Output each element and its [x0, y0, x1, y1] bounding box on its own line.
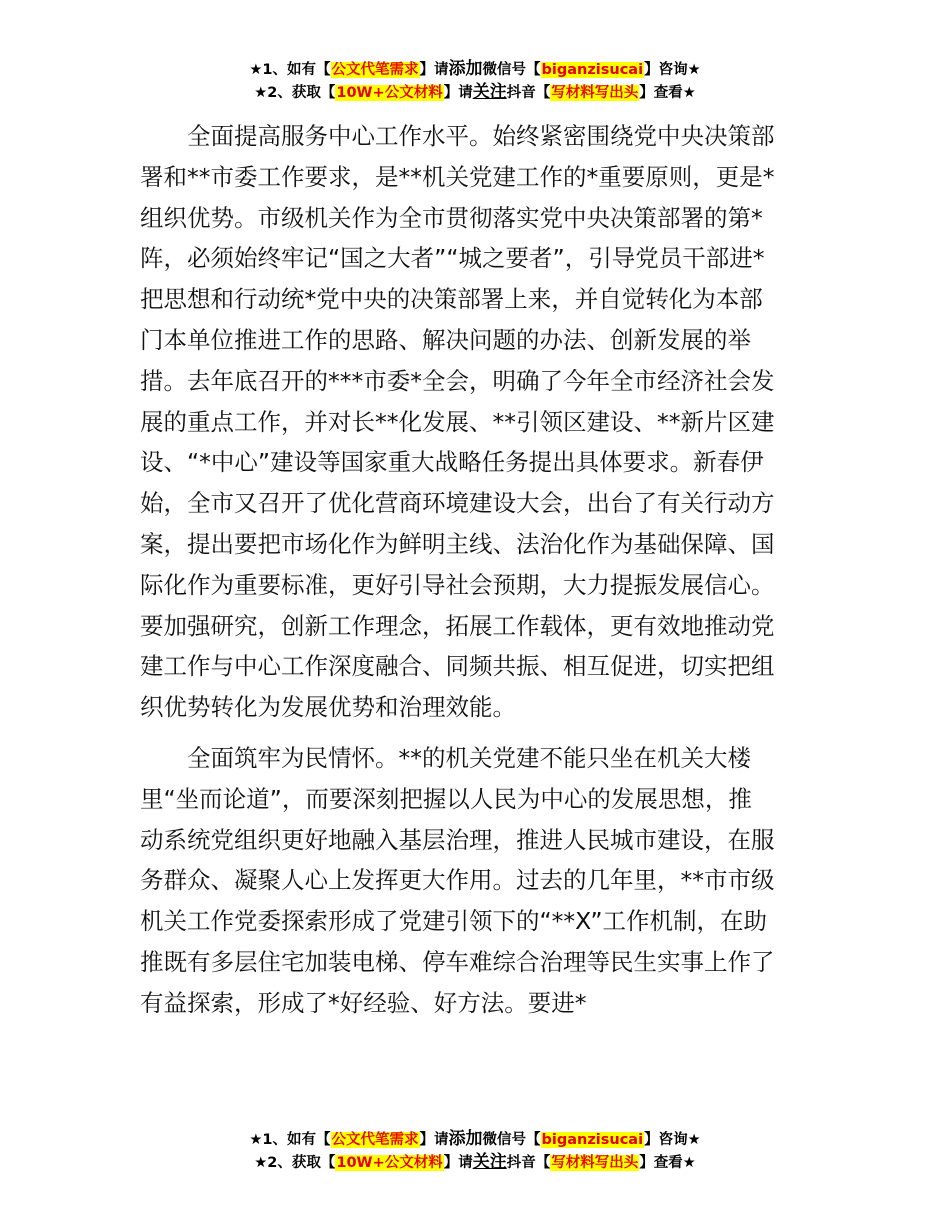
banner-line-2: [0, 1151, 950, 1174]
text-line: 推既有多层住宅加装电梯、停车难综合治理等民生实事上作了: [140, 947, 775, 976]
highlight-douyin-id: 写材料写出头: [551, 85, 639, 101]
banner-line-2: [0, 81, 950, 104]
text-line: 织优势转化为发展优势和治理效能。: [140, 693, 516, 722]
banner-text: ★1、如有【: [249, 1132, 331, 1148]
text-line: 始，全市又召开了优化营商环境建设大会，出台了有关行动方: [140, 489, 775, 518]
highlight-service: 公文代笔需求: [331, 62, 419, 78]
banner-text: 】查看★: [639, 85, 696, 101]
text-line: 案，提出要把市场化作为鲜明主线、法治化作为基础保障、国: [140, 529, 775, 558]
banner-text: 】查看★: [639, 1155, 696, 1171]
text-line: 组织优势。市级机关作为全市贯彻落实党中央决策部署的第*: [140, 203, 763, 232]
document-body: [140, 116, 812, 1024]
banner-line-1: [0, 58, 950, 81]
highlight-service: 公文代笔需求: [331, 1132, 419, 1148]
banner-text: 】咨询★: [644, 62, 701, 78]
banner-text: 抖音【: [506, 85, 551, 101]
text-line: 阵，必须始终牢记“国之大者”“城之要者”，引导党员干部进*: [140, 244, 765, 273]
highlight-materials: 10W+公文材料: [336, 1155, 443, 1171]
banner-text: 】请: [419, 1132, 449, 1148]
text-line: 全面筑牢为民情怀。**的机关党建不能只坐在机关大楼: [187, 743, 751, 772]
text-line: 展的重点工作，并对长**化发展、**引领区建设、**新片区建: [140, 407, 775, 436]
banner-text: 】咨询★: [644, 1132, 701, 1148]
banner-text: 抖音【: [506, 1155, 551, 1171]
banner-text: ★2、获取【: [254, 85, 336, 101]
header-banner: [0, 58, 950, 104]
text-line: 门本单位推进工作的思路、解决问题的办法、创新发展的举: [140, 325, 751, 354]
banner-emphasis: 关注: [472, 82, 507, 102]
text-line: 要加强研究，创新工作理念，拓展工作载体，更有效地推动党: [140, 611, 775, 640]
text-line: 机关工作党委探索形成了党建引领下的“**X”工作机制，在助: [140, 907, 767, 936]
banner-text: 微信号【: [482, 1132, 541, 1148]
banner-line-1: [0, 1128, 950, 1151]
banner-text: 微信号【: [482, 62, 541, 78]
text-line: 措。去年底召开的***市委*全会，明确了今年全市经济社会发: [140, 366, 775, 395]
text-line: 设、“*中心”建设等国家重大战略任务提出具体要求。新春伊: [140, 448, 764, 477]
banner-text: ★1、如有【: [249, 62, 331, 78]
banner-emphasis: 关注: [472, 1152, 507, 1172]
paragraph-2: [140, 738, 812, 1024]
banner-text: 】请: [443, 1155, 473, 1171]
text-line: 务群众、凝聚人心上发挥更大作用。过去的几年里，**市市级: [140, 866, 775, 895]
paragraph-1: [140, 116, 812, 728]
highlight-wechat-id: biganzisucai: [541, 62, 644, 78]
text-line: 动系统党组织更好地融入基层治理，推进人民城市建设，在服: [140, 825, 775, 854]
text-line: 全面提高服务中心工作水平。始终紧密围绕党中央决策部: [187, 122, 775, 150]
highlight-wechat-id: biganzisucai: [541, 1132, 644, 1148]
banner-emphasis: 添加: [448, 59, 483, 79]
highlight-materials: 10W+公文材料: [336, 85, 443, 101]
footer-banner: [0, 1128, 950, 1174]
text-line: 有益探索，形成了*好经验、好方法。要进*: [140, 988, 587, 1017]
text-line: 里“坐而论道”，而要深刻把握以人民为中心的发展思想，推: [140, 784, 752, 813]
highlight-douyin-id: 写材料写出头: [551, 1155, 639, 1171]
banner-text: 】请: [443, 85, 473, 101]
text-line: 署和**市委工作要求，是**机关党建工作的*重要原则，更是*: [140, 162, 775, 191]
banner-text: ★2、获取【: [254, 1155, 336, 1171]
text-line: 际化作为重要标准，更好引导社会预期，大力提振发展信心。: [140, 570, 775, 599]
banner-emphasis: 添加: [448, 1129, 483, 1149]
text-line: 把思想和行动统*党中央的决策部署上来，并自觉转化为本部: [140, 285, 763, 314]
banner-text: 】请: [419, 62, 449, 78]
text-line: 建工作与中心工作深度融合、同频共振、相互促进，切实把组: [140, 652, 775, 681]
